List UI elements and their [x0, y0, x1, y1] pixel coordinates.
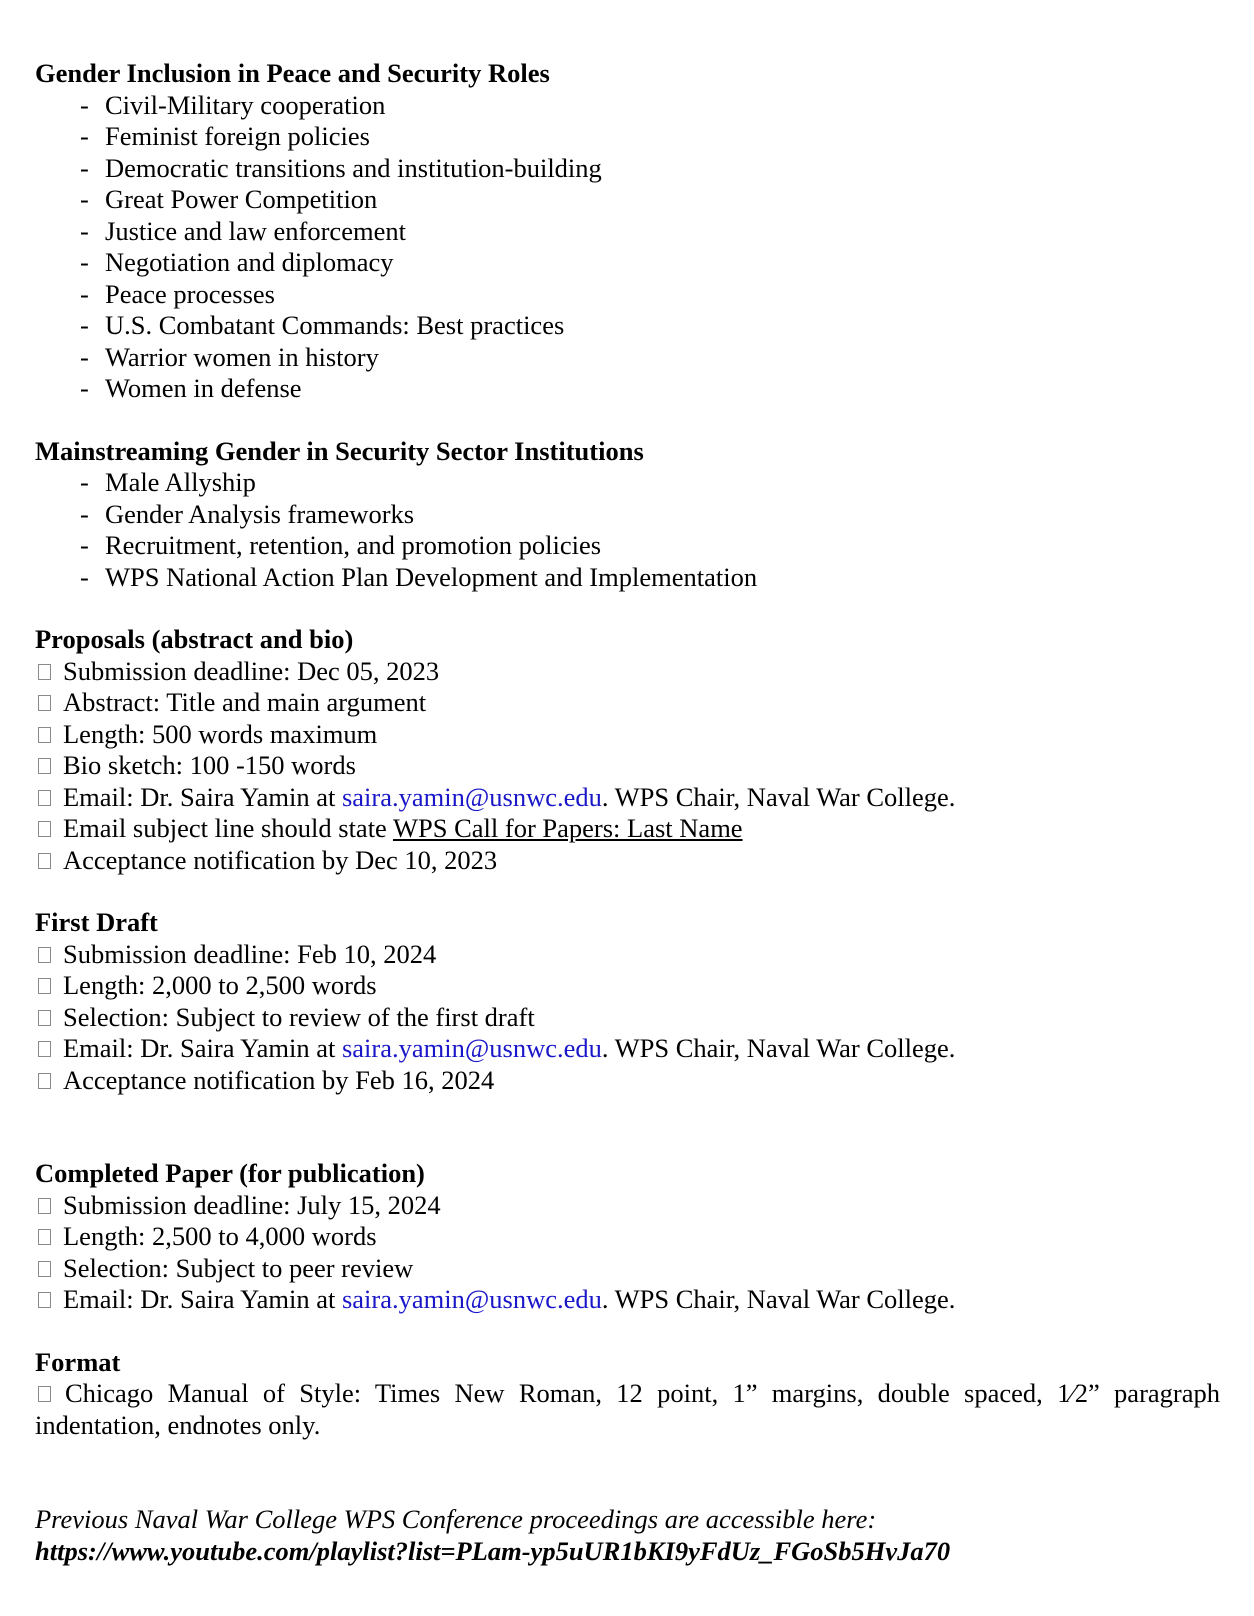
checkbox-icon [38, 727, 51, 743]
proceedings-note: Previous Naval War College WPS Conference proceedings are accessible here: [35, 1504, 877, 1534]
checkbox-icon [38, 947, 51, 963]
format-line-1: Chicago Manual of Style: Times New Roman, 12 point, 1” margins, double spaced, 1⁄2” paragraph [65, 1378, 1220, 1408]
checkbox-icon [38, 695, 51, 711]
checklist-item: Submission deadline: Feb 10, 2024 [35, 939, 1220, 971]
list-item: - Democratic transitions and institution-building [80, 152, 602, 183]
list-item: - Civil-Military cooperation [80, 89, 386, 120]
list-item: - Women in defense [80, 373, 302, 403]
section-heading-completed-paper: Completed Paper (for publication) [35, 1158, 425, 1188]
checkbox-icon [38, 1229, 51, 1245]
proceedings-url[interactable]: https://www.youtube.com/playlist?list=PLam-yp5uUR1bKI9yFdUz_FGoSb5HvJa70 [35, 1535, 951, 1566]
list-item: - Feminist foreign policies [80, 121, 370, 151]
checkbox-icon [38, 758, 51, 774]
checklist-item: Email subject line should state WPS Call for Papers: Last Name [35, 813, 1220, 845]
section-heading-gender-inclusion: Gender Inclusion in Peace and Security Roles [35, 58, 550, 88]
list-item: - Peace processes [80, 278, 275, 309]
checkbox-icon [38, 1073, 51, 1089]
email-link[interactable]: saira.yamin@usnwc.edu [341, 1033, 602, 1063]
list-item: - Gender Analysis frameworks [80, 498, 415, 529]
first-draft-checklist [35, 939, 1220, 1097]
list-item: - Warrior women in history [80, 341, 379, 372]
section-heading-first-draft: First Draft [35, 907, 158, 937]
list-item: - Male Allyship [80, 467, 256, 497]
completed-paper-checklist [35, 1190, 1220, 1316]
checklist-item: Length: 500 words maximum [35, 719, 1220, 751]
document-page [35, 58, 1220, 1567]
checklist-item: Length: 2,500 to 4,000 words [35, 1221, 1220, 1253]
checklist-item: Email: Dr. Saira Yamin at saira.yamin@usnwc.edu. WPS Chair, Naval War College. [35, 782, 1220, 814]
checklist-item: Submission deadline: Dec 05, 2023 [35, 656, 1220, 688]
checkbox-icon [38, 664, 51, 680]
checklist-item: Length: 2,000 to 2,500 words [35, 970, 1220, 1002]
checklist-item: Abstract: Title and main argument [35, 687, 1220, 719]
checklist-item: Submission deadline: July 15, 2024 [35, 1190, 1220, 1222]
checkbox-icon [38, 790, 51, 806]
checkbox-icon [38, 1292, 51, 1308]
format-line-2: indentation, endnotes only. [35, 1409, 321, 1440]
section-heading-proposals: Proposals (abstract and bio) [35, 624, 354, 654]
checkbox-icon [38, 1261, 51, 1277]
list-item: - Great Power Competition [80, 184, 378, 214]
list-item: - Negotiation and diplomacy [80, 247, 394, 277]
checkbox-icon [38, 1010, 51, 1026]
list-item: - Recruitment, retention, and promotion policies [80, 530, 602, 560]
list-item: - Justice and law enforcement [80, 215, 406, 246]
checklist-item: Bio sketch: 100 -150 words [35, 750, 1220, 782]
checkbox-icon [38, 1386, 51, 1402]
checkbox-icon [38, 1041, 51, 1057]
proposals-checklist [35, 656, 1220, 877]
checkbox-icon [38, 1198, 51, 1214]
checklist-item: Acceptance notification by Dec 10, 2023 [35, 845, 1220, 877]
checklist-item: Selection: Subject to review of the first draft [35, 1002, 1220, 1034]
checklist-item: Selection: Subject to peer review [35, 1253, 1220, 1285]
checklist-item: Email: Dr. Saira Yamin at saira.yamin@usnwc.edu. WPS Chair, Naval War College. [35, 1033, 1220, 1065]
email-link[interactable]: saira.yamin@usnwc.edu [341, 781, 602, 812]
subject-line-text: WPS Call for Papers: Last Name [392, 813, 743, 843]
list-item: - WPS National Action Plan Development and Implementation [80, 561, 758, 592]
section-heading-format: Format [35, 1346, 121, 1377]
checkbox-icon [38, 821, 51, 837]
checklist-item: Email: Dr. Saira Yamin at saira.yamin@usnwc.edu. WPS Chair, Naval War College. [35, 1284, 1220, 1316]
format-paragraph [35, 1378, 1220, 1410]
checklist-item: Acceptance notification by Feb 16, 2024 [35, 1065, 1220, 1097]
section-heading-mainstreaming: Mainstreaming Gender in Security Sector Institutions [35, 435, 644, 466]
mainstreaming-list [35, 467, 1220, 593]
email-link[interactable]: saira.yamin@usnwc.edu [341, 1284, 602, 1314]
list-item: - U.S. Combatant Commands: Best practices [80, 310, 565, 340]
checkbox-icon [38, 853, 51, 869]
gender-inclusion-list [35, 90, 1220, 405]
checkbox-icon [38, 978, 51, 994]
